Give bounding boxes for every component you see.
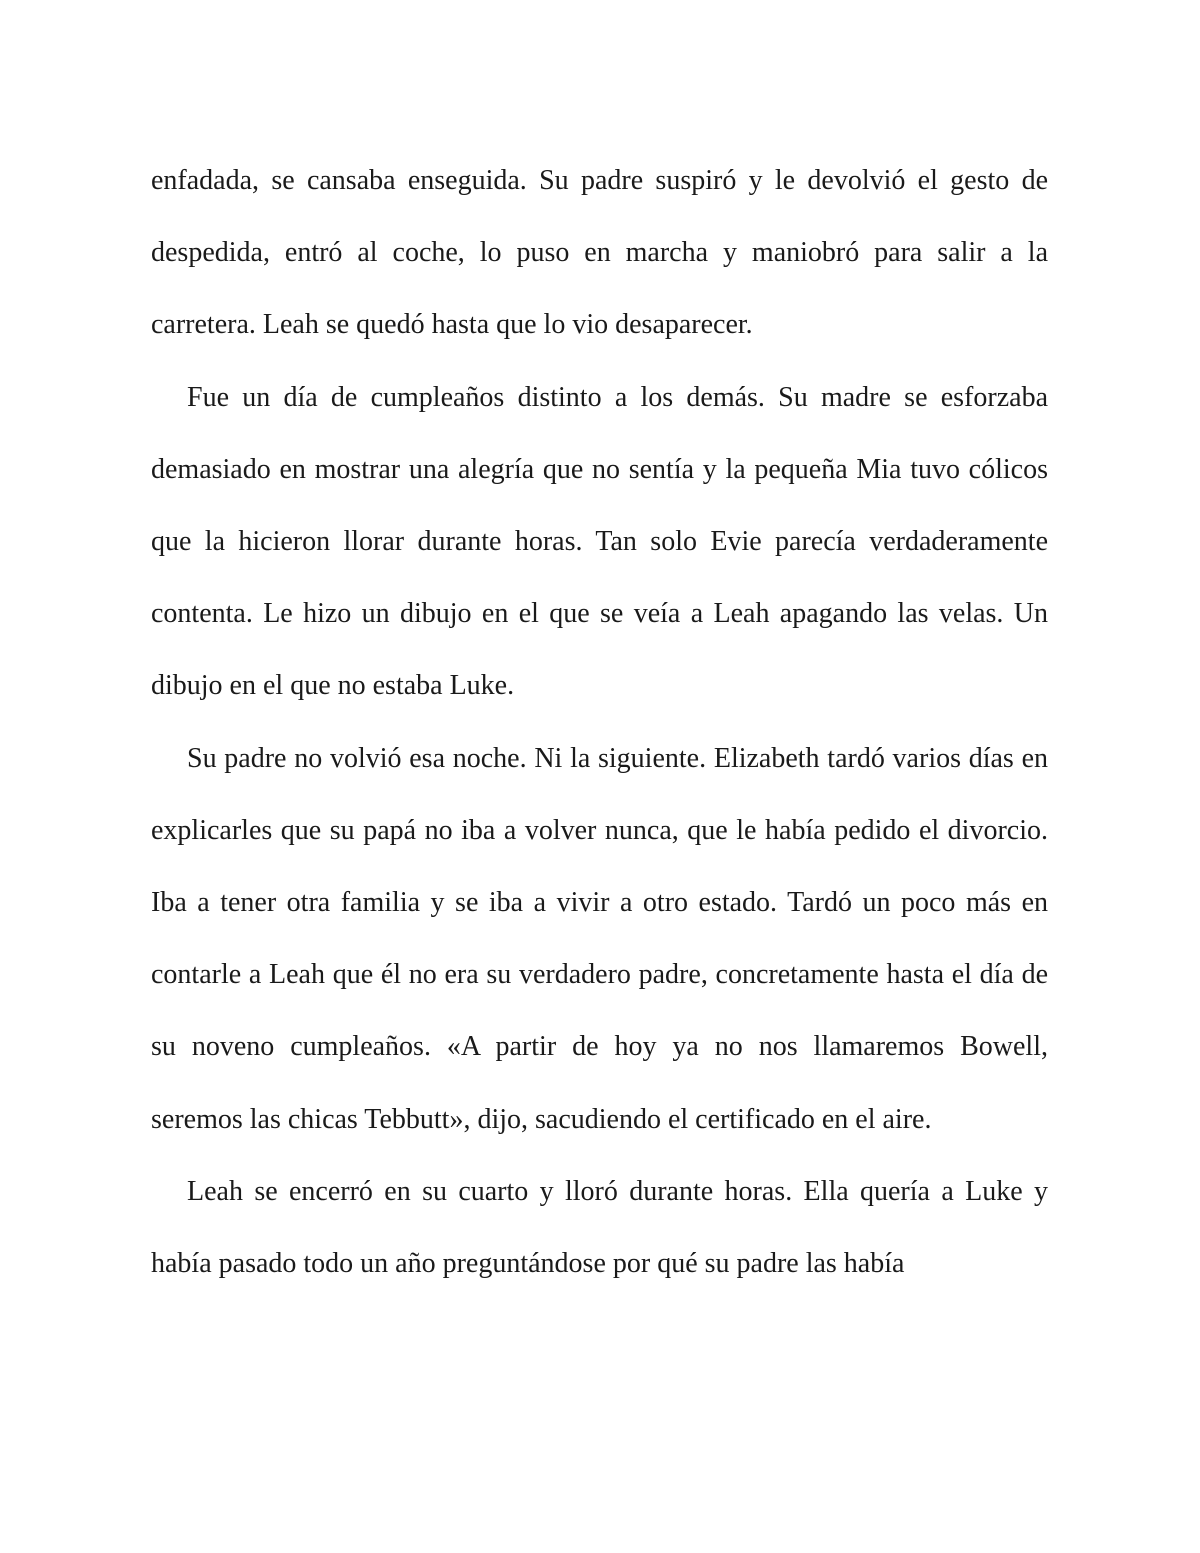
paragraph-4: Leah se encerró en su cuarto y lloró durante horas. Ella quería a Luke y había pasado todo un año preguntándose por qué su padre las había bbox=[151, 1175, 1048, 1280]
body-text bbox=[151, 145, 1048, 1300]
paragraph-2: Fue un día de cumpleaños distinto a los demás. Su madre se esforzaba demasiado en mostrar una alegría que no sentía y la pequeña Mia tuvo cólicos que la hicieron llorar durante horas. Tan solo Evie parecía verdaderamente contenta. Le hizo un dibujo en el que se veía a Leah apagando las velas. Un dibujo en el que no estaba Luke. bbox=[151, 381, 1048, 702]
paragraph-3: Su padre no volvió esa noche. Ni la siguiente. Elizabeth tardó varios días en explicarles que su papá no iba a volver nunca, que le había pedido el divorcio. Iba a tener otra familia y se iba a vivir a otro estado. Tardó un poco más en contarle a Leah que él no era su verdadero padre, concretamente hasta el día de su noveno cumpleaños. «A partir de hoy ya no nos llamaremos Bowell, seremos las chicas Tebbutt», dijo, sacudiendo el certificado en el aire. bbox=[151, 742, 1048, 1135]
paragraph-1: enfadada, se cansaba enseguida. Su padre suspiró y le devolvió el gesto de despedida, entró al coche, lo puso en marcha y maniobró para salir a la carretera. Leah se quedó hasta que lo vio desaparecer. bbox=[151, 165, 1048, 341]
